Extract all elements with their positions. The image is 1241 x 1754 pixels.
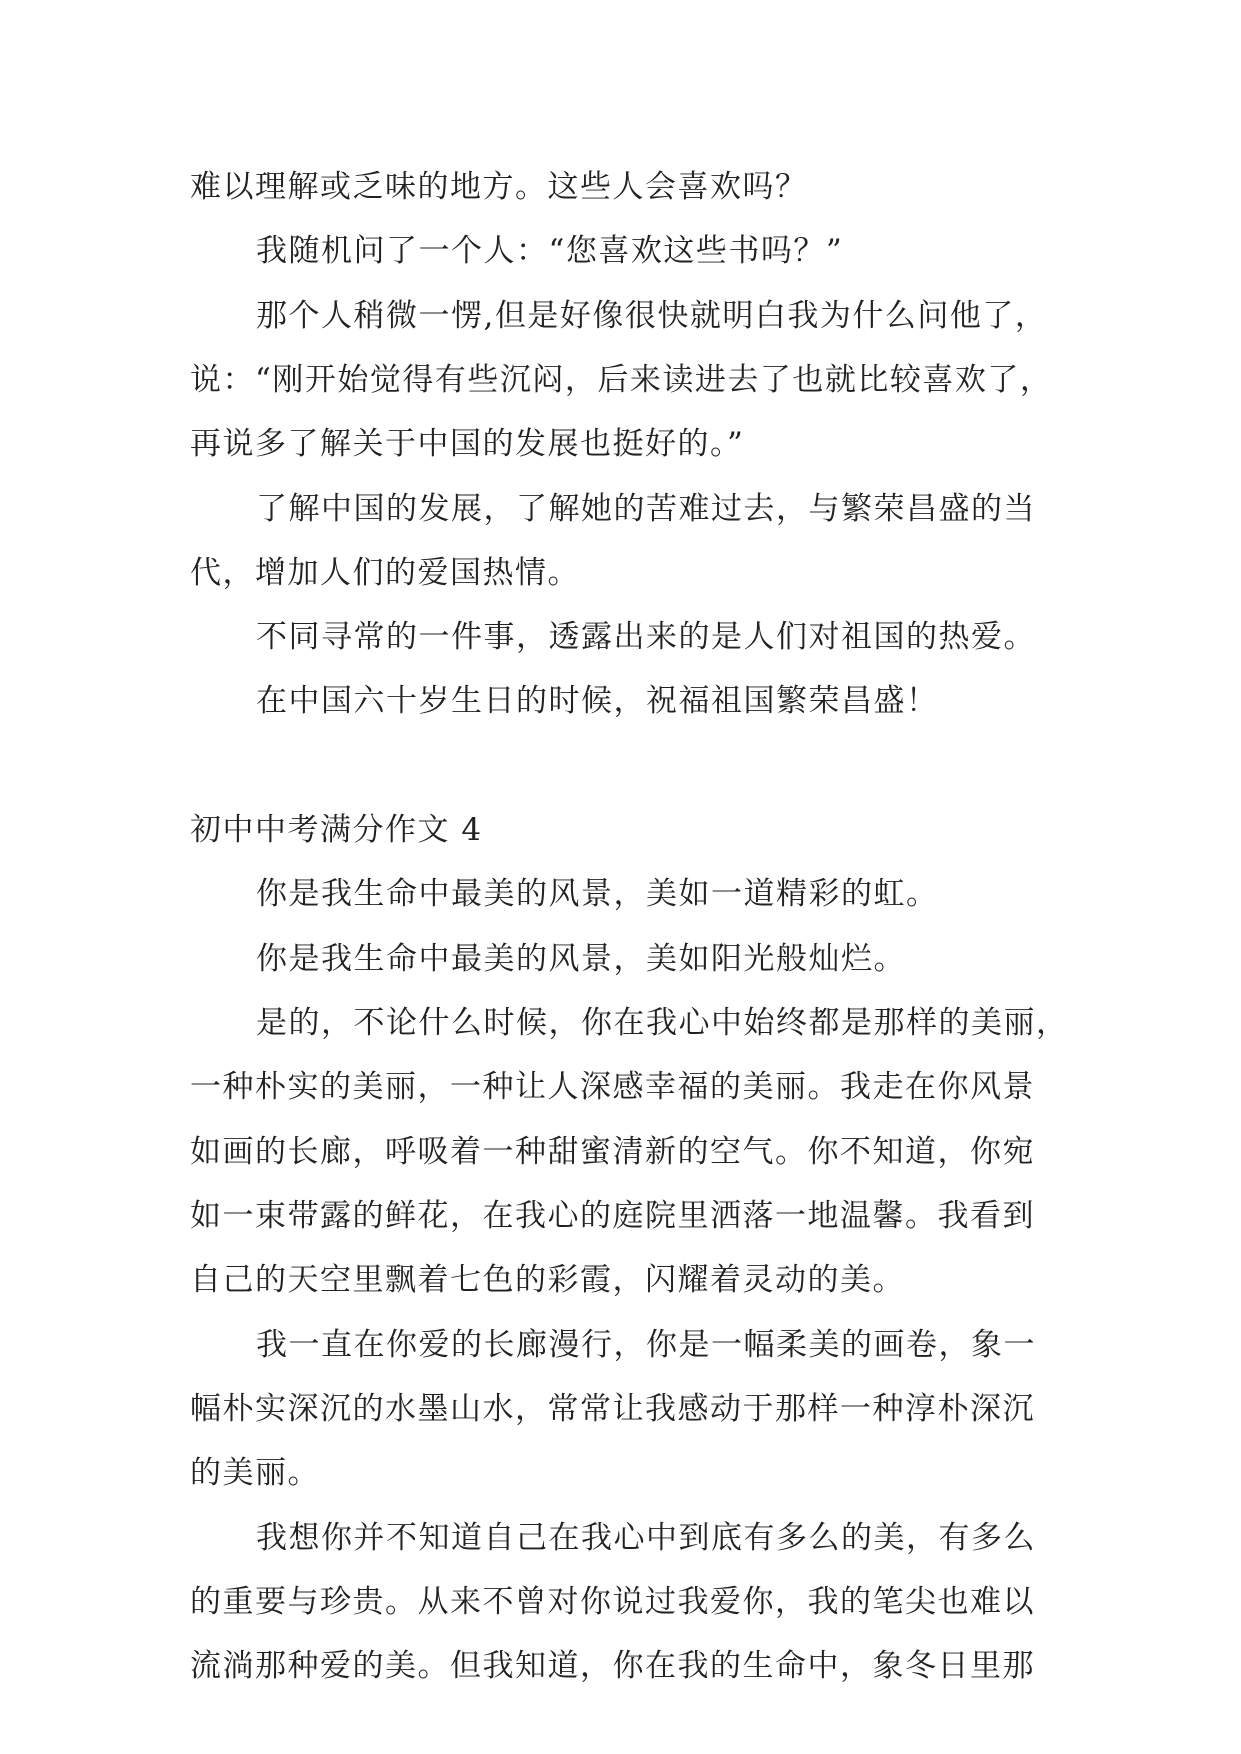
text-line: 我想你并不知道自己在我心中到底有多么的美，有多么	[256, 1520, 1036, 1556]
text-line: 你是我生命中最美的风景，美如阳光般灿烂。	[256, 941, 906, 977]
text-line: 流淌那种爱的美。但我知道，你在我的生命中，象冬日里那	[190, 1648, 1035, 1684]
text-line: 如一束带露的鲜花，在我心的庭院里洒落一地温馨。我看到	[190, 1198, 1035, 1234]
text-line: 再说多了解关于中国的发展也挺好的。”	[190, 426, 745, 462]
text-line: 我一直在你爱的长廊漫行，你是一幅柔美的画卷，象一	[256, 1327, 1036, 1363]
text-line: 说：“刚开始觉得有些沉闷，后来读进去了也就比较喜欢了，	[190, 362, 1053, 398]
text-line: 一种朴实的美丽，一种让人深感幸福的美丽。我走在你风景	[190, 1069, 1035, 1105]
text-line: 如画的长廊，呼吸着一种甜蜜清新的空气。你不知道，你宛	[190, 1134, 1035, 1170]
section-heading: 初中中考满分作文 4	[190, 812, 483, 848]
text-line: 自己的天空里飘着七色的彩霞，闪耀着灵动的美。	[190, 1262, 905, 1298]
text-line: 你是我生命中最美的风景，美如一道精彩的虹。	[256, 876, 939, 912]
text-line: 不同寻常的一件事，透露出来的是人们对祖国的热爱。	[256, 619, 1036, 655]
text-line: 代，增加人们的爱国热情。	[190, 555, 580, 591]
text-line: 幅朴实深沉的水墨山水，常常让我感动于那样一种淳朴深沉	[190, 1391, 1035, 1427]
text-line: 是的，不论什么时候，你在我心中始终都是那样的美丽，	[256, 1005, 1069, 1041]
text-line: 的重要与珍贵。从来不曾对你说过我爱你，我的笔尖也难以	[190, 1584, 1035, 1620]
text-line: 难以理解或乏味的地方。这些人会喜欢吗？	[190, 169, 808, 205]
text-line: 那个人稍微一愣,但是好像很快就明白我为什么问他了，	[256, 298, 1048, 334]
text-line: 我随机问了一个人：“您喜欢这些书吗？”	[256, 233, 844, 269]
text-line: 了解中国的发展，了解她的苦难过去，与繁荣昌盛的当	[256, 491, 1036, 527]
text-line: 的美丽。	[190, 1455, 320, 1491]
text-line: 在中国六十岁生日的时候，祝福祖国繁荣昌盛！	[256, 683, 939, 719]
